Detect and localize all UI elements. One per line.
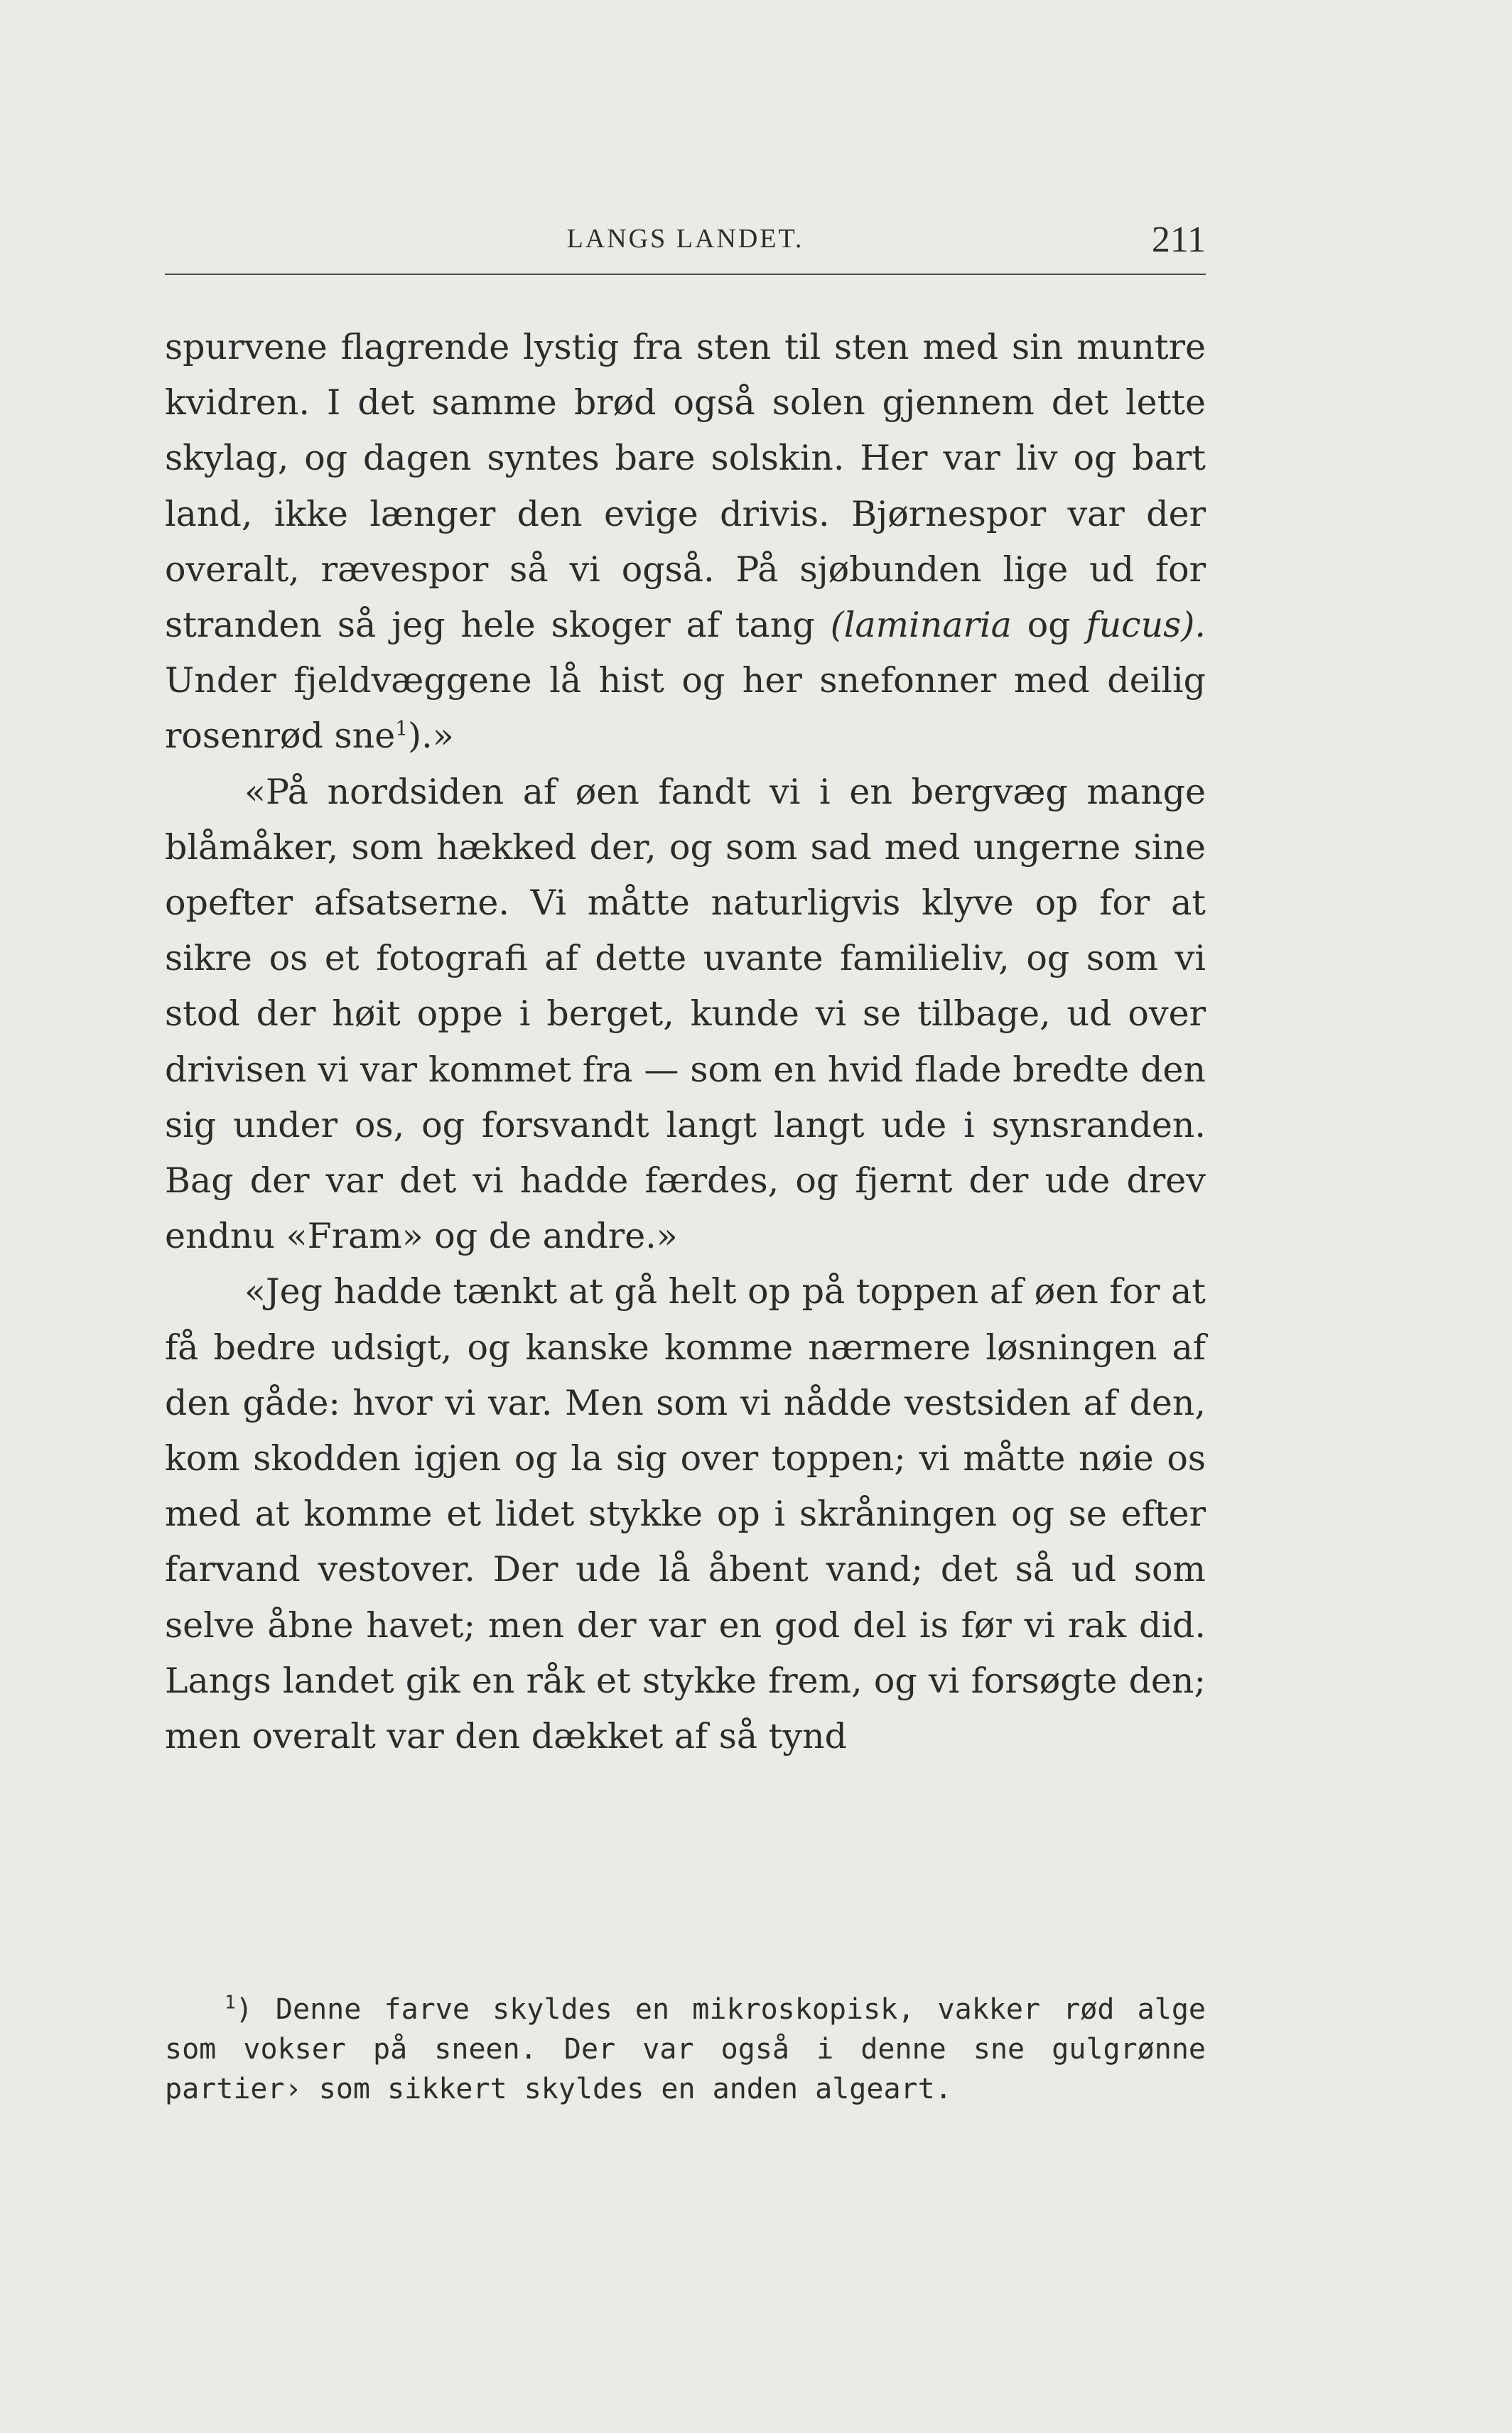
p1-text-og: og <box>1011 605 1086 646</box>
page-number: 211 <box>1151 220 1206 260</box>
footnote <box>165 1990 1206 2109</box>
footnote-text: ) Denne farve skyldes en mikroskopisk, vakker rød alge som vokser på sneen. Der var også i denne sne gulgrønne partier› som sikkert skyldes en anden algeart. <box>165 1993 1206 2105</box>
footnote-mark: 1 <box>225 1992 236 2014</box>
paragraph-1 <box>165 320 1206 765</box>
p1-italic-fucus: fucus). <box>1086 605 1206 646</box>
body-text <box>165 320 1206 1764</box>
p1-text-a: spurvene flagrende lystig fra sten til sten med sin muntre kvidren. I det samme brød også solen gjennem det lette skylag, og dagen syntes bare solskin. Her var liv og bart land, ikke længer den evige drivis. Bjørnespor var der overalt, rævespor så vi også. På sjøbunden lige ud for stranden så jeg hele skoger af tang <box>165 327 1206 646</box>
p1-text-b: Under fjeldvæggene lå hist og her snefonner med deilig rosenrød sne <box>165 660 1206 757</box>
paragraph-3: «Jeg hadde tænkt at gå helt op på toppen af øen for at få bedre udsigt, og kanske komme nærmere løsningen af den gåde: hvor vi var. Men som vi nådde vestsiden af den, kom skodden igjen og la sig over toppen; vi måtte nøie os med at komme et lidet stykke op i skråningen og se efter farvand vestover. Der ude lå åbent vand; det så ud som selve åbne havet; men der var en god del is før vi rak did. Langs landet gik en råk et stykke frem, og vi forsøgte den; men overalt var den dækket af så tynd <box>165 1271 1206 1757</box>
paragraph-2: «På nordsiden af øen fandt vi i en bergvæg mange blåmåker, som hækked der, og som sad med ungerne sine opefter afsatserne. Vi måtte naturligvis klyve op for at sikre os et fotografi af dette uvante familieliv, og som vi stod der høit oppe i berget, kunde vi se tilbage, ud over drivisen vi var kommet fra — som en hvid flade bredte den sig under os, og forsvandt langt langt ude i synsranden. Bag der var det vi hadde færdes, og fjernt der ude drev endnu «Fram» og de andre.» <box>165 771 1206 1257</box>
header-rule <box>165 274 1206 275</box>
running-title: LANGS LANDET. <box>566 224 804 254</box>
p1-text-c: ).» <box>408 716 454 757</box>
p1-italic-laminaria: (laminaria <box>830 605 1012 646</box>
footnote-ref: 1 <box>395 717 409 741</box>
